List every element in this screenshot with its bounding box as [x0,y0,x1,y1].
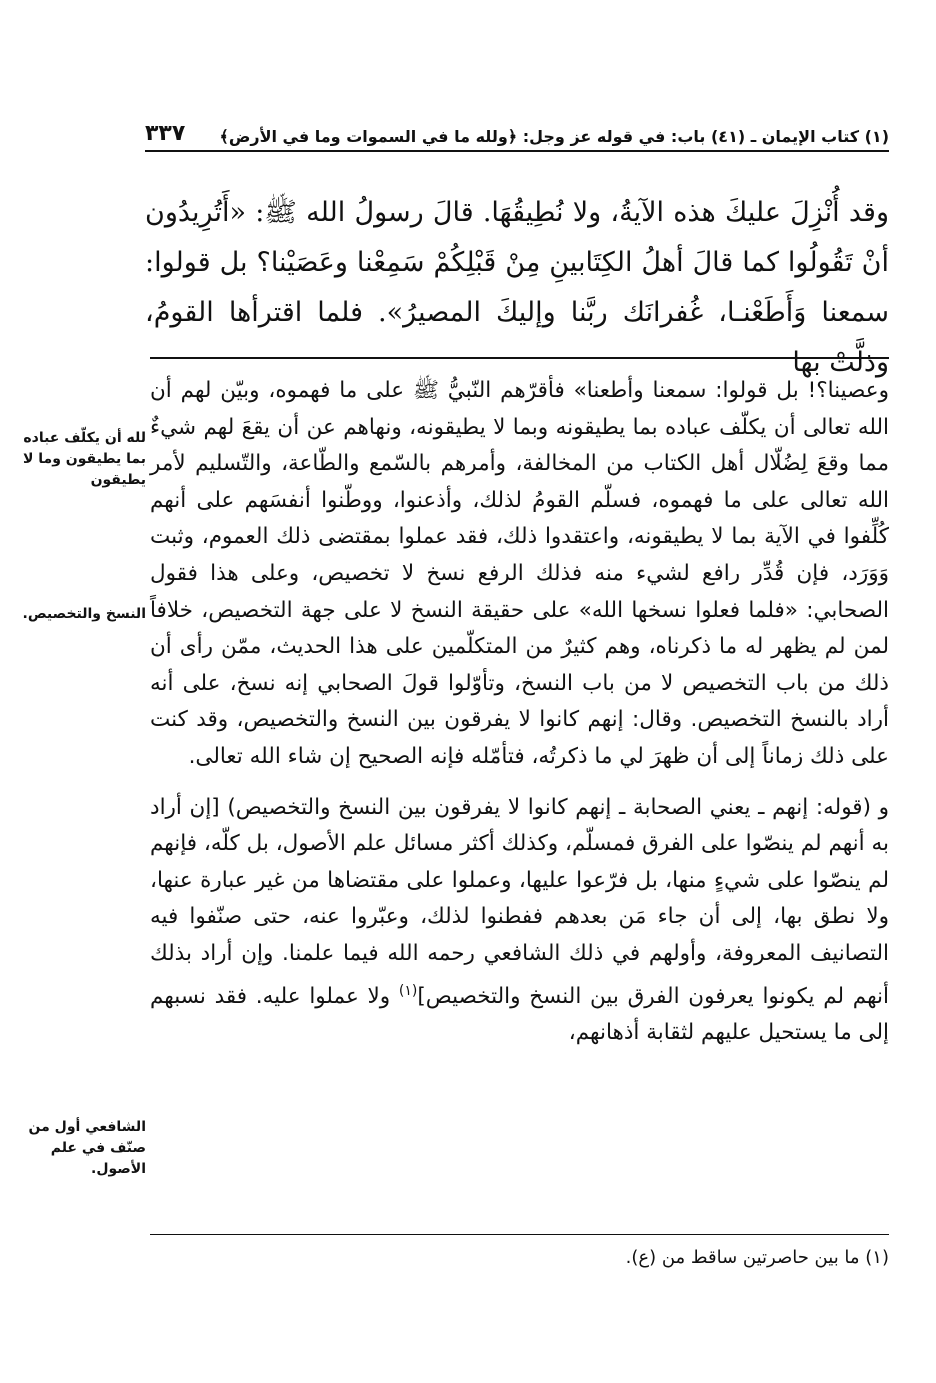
page-number: ٣٣٧ [145,121,186,146]
margin-note-taklif: لله أن يكلّف عباده بما يطيقون وما لا يطيقون [23,430,146,488]
section-divider [150,357,889,359]
margin-note-shafii: الشافعي أول من صنّف في علم الأصول. [28,1119,146,1177]
footnote-reference: (١) [398,982,418,999]
commentary-paragraph-2-end: ولا عملوا عليه. فقد نسبهم إلى ما يستحيل عليهم لثقابة أذهانهم، [150,983,889,1046]
running-title: (١) كتاب الإيمان ـ (٤١) باب: في قوله عز وجل: ﴿ولله ما في السموات وما في الأرض﴾ [219,127,889,146]
footnote: (١) ما بين حاصرتين ساقط من (ع). [625,1247,889,1268]
footnote-divider [150,1234,889,1235]
page-header [145,118,889,152]
commentary-paragraph-2 [150,790,889,1052]
commentary-paragraph-2-main: و (قوله: إنهم ـ يعني الصحابة ـ إنهم كانوا لا يفرقون بين النسخ والتخصيص) [إن أراد به أنهم لم ينصّوا على الفرق فمسلّم، وكذلك أكثر مسائل علم الأصول، بل كلّه، فإنهم لم ينصّوا على شيءٍ منها، بل فرّعوا عليها، وعملوا على مقتضاها من غير عبارة عنها، ولا نطق بها، إلى أن جاء مَن بعدهم ففطنوا لذلك، وعبّروا عنه، حتى صنّفوا فيه التصانيف المعروفة، وأولهم في ذلك الشافعي رحمه الله فيما علمنا. وإن أراد بذلك أنهم لم يكونوا يعرفون الفرق بين النسخ والتخصيص] [150,794,889,1009]
hadith-paragraph: وقد أُنْزِلَ عليكَ هذه الآيةُ، ولا نُطِيقُهَا. قالَ رسولُ الله ﷺ: «أَتُرِيدُون أنْ تَقُولُوا كما قالَ أهلُ الكِتَابينِ مِنْ قَبْلِكُمْ سَمِعْنا وعَصَيْنا؟ بل قولوا: سمعنا وَأَطَعْنـا، غُفرانَك ربَّنا وإليكَ المصيرُ». فلما اقترأها القومُ، وذلَّتْ بها [145,197,889,378]
margin-note-naskh: النسخ والتخصيص. [22,606,146,622]
commentary-paragraph-1: وعصينا؟! بل قولوا: سمعنا وأطعنا» فأقرّهم النّبيُّ ﷺ على ما فهموه، وبيّن لهم أن الله تعالى أن يكلّف عباده بما يطيقونه وبما لا يطيقونه، ونهاهم عن أن يقعَ لهم شيءٌ مما وقعَ لِضُلّال أهل الكتاب من المخالفة، وأمرهم بالسّمع والطّاعة، والتّسليم لأمر الله تعالى على ما فهموه، فسلّم القومُ لذلك، وأذعنوا، ووطّنوا أنفسَهم على أنهم كُلِّفوا في الآية بما لا يطيقونه، واعتقدوا ذلك، فقد عملوا بمقتضى ذلك العموم، وثبت وَوَرَد، فإن قُدِّر رافع لشيء منه فذلك الرفع نسخ لا تخصيص، وعلى هذا فقول الصحابي: «فلما فعلوا نسخها الله» على حقيقة النسخ لا على جهة التخصيص، خلافاً لمن لم يظهر له ما ذكرناه، وهم كثيرٌ من المتكلّمين على هذا الحديث، ممّن رأى أن ذلك من باب التخصيص لا من باب النسخ، وتأوّلوا قولَ الصحابي إنه نسخ، على أنه أراد بالنسخ التخصيص. وقال: إنهم كانوا لا يفرقون بين النسخ والتخصيص، وقد كنت على ذلك زماناً إلى أن ظهرَ لي ما ذكرتُه، فتأمّله فإنه الصحيح إن شاء الله تعالى. [150,378,889,769]
commentary-text [150,373,889,1052]
